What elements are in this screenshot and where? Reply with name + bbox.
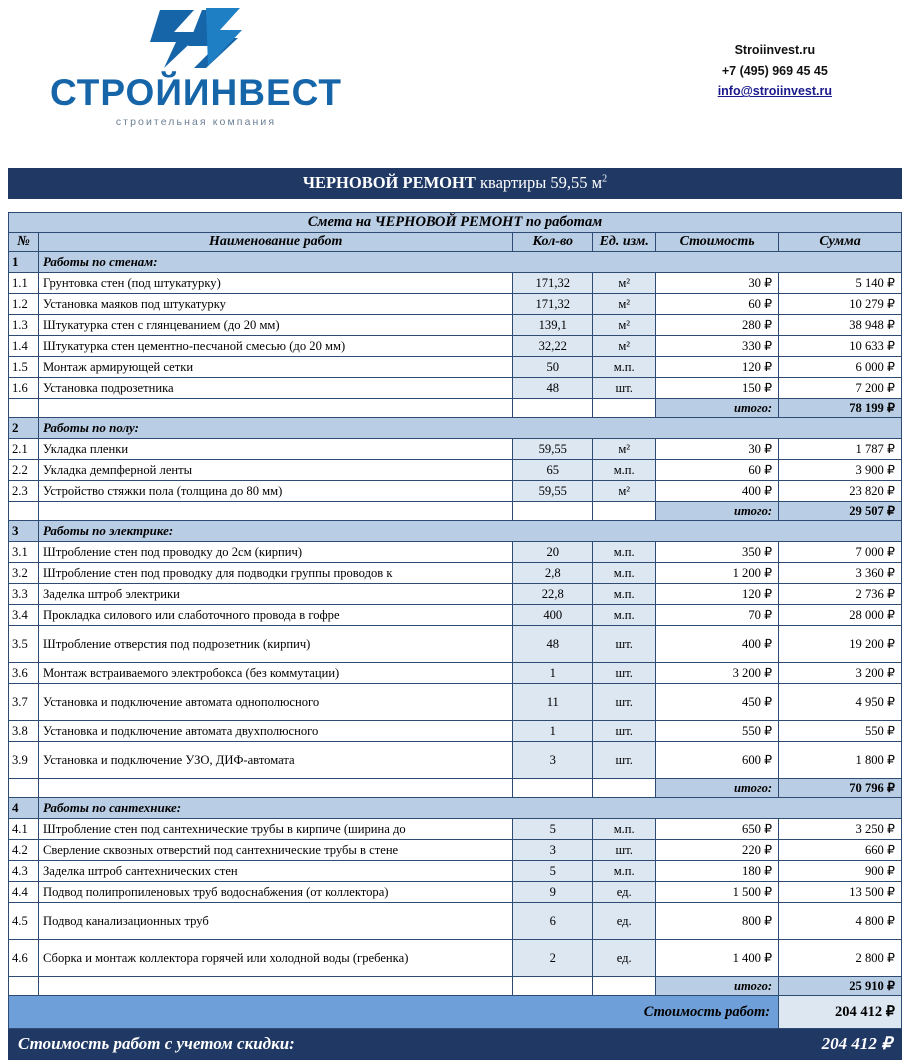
table-row [9, 439, 902, 460]
row-name: Установка подрозетника [38, 378, 512, 399]
row-price: 800 ₽ [656, 903, 779, 940]
spacer-cell [9, 399, 39, 418]
section-row [9, 252, 902, 273]
row-number: 1.2 [9, 294, 39, 315]
row-price: 1 200 ₽ [656, 563, 779, 584]
spacer-cell [38, 399, 512, 418]
page-title-rest: квартиры 59,55 м [475, 173, 603, 192]
table-row [9, 378, 902, 399]
contact-site: Stroiinvest.ru [734, 43, 816, 57]
estimate-table [8, 212, 902, 1029]
row-sum: 3 360 ₽ [779, 563, 902, 584]
table-header-row [9, 233, 902, 252]
row-price: 60 ₽ [656, 460, 779, 481]
discount-label: Стоимость работ с учетом скидки: [18, 1034, 295, 1053]
row-name: Штукатурка стен с глянцеванием (до 20 мм) [38, 315, 512, 336]
table-row [9, 903, 902, 940]
row-unit: м.п. [593, 605, 656, 626]
row-unit: м.п. [593, 460, 656, 481]
row-qty: 9 [513, 882, 593, 903]
spacer-cell [9, 977, 39, 996]
row-unit: м.п. [593, 584, 656, 605]
section-title: Работы по сантехнике: [38, 798, 901, 819]
row-qty: 2,8 [513, 563, 593, 584]
section-total-row [9, 977, 902, 996]
row-price: 550 ₽ [656, 721, 779, 742]
row-number: 4.1 [9, 819, 39, 840]
section-total-row [9, 502, 902, 521]
works-cost-value: 204 412 ₽ [779, 996, 902, 1029]
section-title: Работы по электрике: [38, 521, 901, 542]
page-title-sup: 2 [602, 173, 608, 185]
row-sum: 5 140 ₽ [779, 273, 902, 294]
document-header [0, 0, 910, 150]
row-sum: 28 000 ₽ [779, 605, 902, 626]
section-row [9, 418, 902, 439]
row-qty: 22,8 [513, 584, 593, 605]
column-header-5: Сумма [779, 233, 902, 252]
table-subtitle: Смета на ЧЕРНОВОЙ РЕМОНТ по работам [9, 213, 902, 233]
row-qty: 59,55 [513, 439, 593, 460]
section-row [9, 521, 902, 542]
section-total-value: 78 199 ₽ [779, 399, 902, 418]
table-row [9, 663, 902, 684]
table-row [9, 273, 902, 294]
row-name: Монтаж встраиваемого электробокса (без коммутации) [38, 663, 512, 684]
row-unit: м.п. [593, 357, 656, 378]
column-header-1: Наименование работ [38, 233, 512, 252]
row-name: Штробление стен под проводку для подводки группы проводов к [38, 563, 512, 584]
contacts-block [718, 40, 832, 102]
section-total-row [9, 399, 902, 418]
row-number: 1.3 [9, 315, 39, 336]
row-unit: м.п. [593, 861, 656, 882]
row-name: Укладка пленки [38, 439, 512, 460]
row-sum: 6 000 ₽ [779, 357, 902, 378]
column-header-0: № [9, 233, 39, 252]
section-total-label: итого: [656, 399, 779, 418]
row-unit: м² [593, 315, 656, 336]
row-name: Штробление стен под сантехнические трубы в кирпиче (ширина до [38, 819, 512, 840]
row-price: 180 ₽ [656, 861, 779, 882]
row-price: 450 ₽ [656, 684, 779, 721]
row-name: Установка и подключение УЗО, ДИФ-автомата [38, 742, 512, 779]
row-price: 400 ₽ [656, 626, 779, 663]
row-qty: 3 [513, 840, 593, 861]
row-qty: 59,55 [513, 481, 593, 502]
table-row [9, 294, 902, 315]
row-qty: 48 [513, 378, 593, 399]
row-name: Устройство стяжки пола (толщина до 80 мм) [38, 481, 512, 502]
row-price: 70 ₽ [656, 605, 779, 626]
row-sum: 10 633 ₽ [779, 336, 902, 357]
row-qty: 65 [513, 460, 593, 481]
row-price: 220 ₽ [656, 840, 779, 861]
row-unit: шт. [593, 663, 656, 684]
row-sum: 2 800 ₽ [779, 940, 902, 977]
row-number: 4.5 [9, 903, 39, 940]
company-name: СТРОЙИНВЕСТ [49, 72, 343, 113]
row-sum: 2 736 ₽ [779, 584, 902, 605]
row-number: 2.3 [9, 481, 39, 502]
section-number: 2 [9, 418, 39, 439]
spacer-cell [9, 502, 39, 521]
section-total-value: 25 910 ₽ [779, 977, 902, 996]
row-name: Заделка штроб электрики [38, 584, 512, 605]
row-unit: шт. [593, 721, 656, 742]
table-row [9, 542, 902, 563]
row-number: 4.4 [9, 882, 39, 903]
contact-phone[interactable]: +7 (495) 969 45 45 [721, 63, 828, 78]
spacer-cell [593, 502, 656, 521]
table-row [9, 940, 902, 977]
column-header-4: Стоимость [656, 233, 779, 252]
row-qty: 32,22 [513, 336, 593, 357]
row-number: 4.2 [9, 840, 39, 861]
section-number: 1 [9, 252, 39, 273]
table-row [9, 721, 902, 742]
row-qty: 2 [513, 940, 593, 977]
row-unit: ед. [593, 903, 656, 940]
row-sum: 550 ₽ [779, 721, 902, 742]
row-unit: шт. [593, 378, 656, 399]
row-name: Сборка и монтаж коллектора горячей или холодной воды (гребенка) [38, 940, 512, 977]
row-unit: шт. [593, 742, 656, 779]
row-sum: 13 500 ₽ [779, 882, 902, 903]
row-number: 4.6 [9, 940, 39, 977]
row-number: 3.4 [9, 605, 39, 626]
row-qty: 5 [513, 819, 593, 840]
row-sum: 3 200 ₽ [779, 663, 902, 684]
row-number: 2.1 [9, 439, 39, 460]
row-unit: ед. [593, 882, 656, 903]
section-total-row [9, 779, 902, 798]
section-total-label: итого: [656, 779, 779, 798]
table-row [9, 742, 902, 779]
table-row [9, 684, 902, 721]
row-name: Подвод полипропиленовых труб водоснабжения (от коллектора) [38, 882, 512, 903]
row-name: Установка и подключение автомата двухполюсного [38, 721, 512, 742]
spacer-cell [513, 779, 593, 798]
table-row [9, 357, 902, 378]
row-number: 3.8 [9, 721, 39, 742]
row-qty: 48 [513, 626, 593, 663]
row-unit: шт. [593, 626, 656, 663]
row-number: 3.7 [9, 684, 39, 721]
row-price: 30 ₽ [656, 439, 779, 460]
row-price: 3 200 ₽ [656, 663, 779, 684]
section-total-label: итого: [656, 502, 779, 521]
contact-email[interactable]: info@stroiinvest.ru [717, 84, 832, 99]
row-number: 3.1 [9, 542, 39, 563]
spacer-cell [513, 502, 593, 521]
row-sum: 3 250 ₽ [779, 819, 902, 840]
row-sum: 4 800 ₽ [779, 903, 902, 940]
column-header-2: Кол-во [513, 233, 593, 252]
table-row [9, 626, 902, 663]
arrow-logo-icon [150, 8, 242, 70]
row-qty: 171,32 [513, 273, 593, 294]
row-unit: м² [593, 273, 656, 294]
section-title: Работы по полу: [38, 418, 901, 439]
row-number: 1.6 [9, 378, 39, 399]
row-qty: 6 [513, 903, 593, 940]
section-total-value: 29 507 ₽ [779, 502, 902, 521]
spacer-cell [38, 779, 512, 798]
row-qty: 5 [513, 861, 593, 882]
row-sum: 4 950 ₽ [779, 684, 902, 721]
spacer-cell [513, 977, 593, 996]
spacer-cell [38, 502, 512, 521]
row-sum: 7 200 ₽ [779, 378, 902, 399]
row-sum: 660 ₽ [779, 840, 902, 861]
page-title-bold: ЧЕРНОВОЙ РЕМОНТ [302, 173, 476, 192]
section-total-label: итого: [656, 977, 779, 996]
row-price: 280 ₽ [656, 315, 779, 336]
row-name: Прокладка силового или слаботочного провода в гофре [38, 605, 512, 626]
table-row [9, 861, 902, 882]
spacer-cell [593, 779, 656, 798]
row-sum: 900 ₽ [779, 861, 902, 882]
row-number: 1.4 [9, 336, 39, 357]
table-row [9, 481, 902, 502]
row-sum: 3 900 ₽ [779, 460, 902, 481]
row-qty: 1 [513, 663, 593, 684]
row-number: 1.5 [9, 357, 39, 378]
row-price: 350 ₽ [656, 542, 779, 563]
spacer-cell [9, 779, 39, 798]
row-unit: м.п. [593, 542, 656, 563]
row-number: 1.1 [9, 273, 39, 294]
row-qty: 139,1 [513, 315, 593, 336]
company-logo [46, 8, 346, 128]
row-sum: 10 279 ₽ [779, 294, 902, 315]
column-header-3: Ед. изм. [593, 233, 656, 252]
row-unit: шт. [593, 840, 656, 861]
row-number: 4.3 [9, 861, 39, 882]
row-sum: 23 820 ₽ [779, 481, 902, 502]
row-price: 120 ₽ [656, 584, 779, 605]
table-row [9, 882, 902, 903]
row-sum: 38 948 ₽ [779, 315, 902, 336]
row-price: 150 ₽ [656, 378, 779, 399]
row-price: 650 ₽ [656, 819, 779, 840]
works-cost-label: Стоимость работ: [9, 996, 779, 1029]
row-unit: м² [593, 439, 656, 460]
row-sum: 1 787 ₽ [779, 439, 902, 460]
table-row [9, 460, 902, 481]
section-number: 4 [9, 798, 39, 819]
section-total-value: 70 796 ₽ [779, 779, 902, 798]
row-unit: м.п. [593, 563, 656, 584]
row-name: Штукатурка стен цементно-песчаной смесью (до 20 мм) [38, 336, 512, 357]
row-name: Установка и подключение автомата однополюсного [38, 684, 512, 721]
table-row [9, 584, 902, 605]
discount-value: 204 412 ₽ [821, 1034, 892, 1053]
row-unit: м.п. [593, 819, 656, 840]
section-number: 3 [9, 521, 39, 542]
discount-footer [8, 1029, 902, 1060]
row-name: Установка маяков под штукатурку [38, 294, 512, 315]
spacer-cell [593, 977, 656, 996]
row-number: 3.3 [9, 584, 39, 605]
table-row [9, 819, 902, 840]
table-row [9, 336, 902, 357]
row-price: 30 ₽ [656, 273, 779, 294]
table-row [9, 315, 902, 336]
row-name: Подвод канализационных труб [38, 903, 512, 940]
row-unit: м² [593, 336, 656, 357]
row-number: 3.6 [9, 663, 39, 684]
row-price: 1 400 ₽ [656, 940, 779, 977]
spacer-cell [593, 399, 656, 418]
table-row [9, 840, 902, 861]
row-name: Заделка штроб сантехнических стен [38, 861, 512, 882]
row-sum: 7 000 ₽ [779, 542, 902, 563]
row-price: 400 ₽ [656, 481, 779, 502]
row-name: Штробление отверстия под подрозетник (кирпич) [38, 626, 512, 663]
row-number: 3.2 [9, 563, 39, 584]
row-unit: м² [593, 481, 656, 502]
section-row [9, 798, 902, 819]
row-qty: 50 [513, 357, 593, 378]
row-qty: 400 [513, 605, 593, 626]
table-subtitle-row [9, 213, 902, 233]
row-qty: 11 [513, 684, 593, 721]
row-name: Грунтовка стен (под штукатурку) [38, 273, 512, 294]
company-tagline: строительная компания [115, 116, 277, 128]
row-price: 330 ₽ [656, 336, 779, 357]
row-unit: шт. [593, 684, 656, 721]
row-name: Монтаж армирующей сетки [38, 357, 512, 378]
row-number: 2.2 [9, 460, 39, 481]
row-qty: 20 [513, 542, 593, 563]
table-row [9, 605, 902, 626]
row-qty: 3 [513, 742, 593, 779]
row-name: Штробление стен под проводку до 2см (кирпич) [38, 542, 512, 563]
row-qty: 1 [513, 721, 593, 742]
row-price: 1 500 ₽ [656, 882, 779, 903]
works-cost-row [9, 996, 902, 1029]
row-name: Сверление сквозных отверстий под сантехнические трубы в стене [38, 840, 512, 861]
row-sum: 1 800 ₽ [779, 742, 902, 779]
section-title: Работы по стенам: [38, 252, 901, 273]
row-price: 60 ₽ [656, 294, 779, 315]
row-price: 120 ₽ [656, 357, 779, 378]
row-number: 3.5 [9, 626, 39, 663]
row-sum: 19 200 ₽ [779, 626, 902, 663]
table-row [9, 563, 902, 584]
page-title [8, 168, 902, 199]
row-price: 600 ₽ [656, 742, 779, 779]
row-unit: ед. [593, 940, 656, 977]
row-name: Укладка демпферной ленты [38, 460, 512, 481]
spacer-cell [513, 399, 593, 418]
spacer-cell [38, 977, 512, 996]
row-qty: 171,32 [513, 294, 593, 315]
row-number: 3.9 [9, 742, 39, 779]
row-unit: м² [593, 294, 656, 315]
